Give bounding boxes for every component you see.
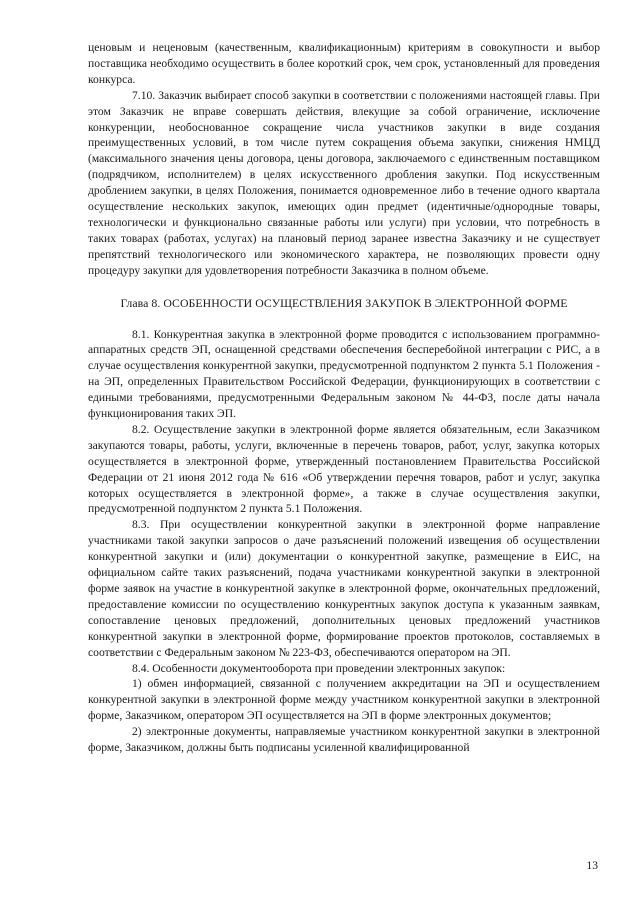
paragraph-8-4: 8.4. Особенности документооборота при проведении электронных закупок: xyxy=(132,661,506,675)
page-number: 13 xyxy=(586,859,598,872)
list-item-1: 1) обмен информацией, связанной с получением аккредитации на ЭП и осуществлением конкурентной закупки в электронной форме между участником конкурентной закупки в электронной форме, Заказчиком, оператором ЭП осуществляется на ЭП в форме электронных документов; xyxy=(88,677,600,723)
paragraph-8-1: 8.1. Конкурентная закупка в электронной форме проводится с использованием программно-аппаратных средств ЭП, оснащенной средствами обеспечения бесперебойной интеграции с РИС, а в случае осуществления конкурентной закупки, предусмотренной подпунктом 2 пункта 5.1 Положения - на ЭП, определенных Правительством Российской Федерации, функционирующих в соответствии с едиными требованиями, предусмотренными Федеральным законом № 44-ФЗ, после даты начала функционирования таких ЭП. xyxy=(88,327,600,421)
paragraph-8-3: 8.3. При осуществлении конкурентной закупки в электронной форме направление участниками такой закупки запросов о даче разъяснений положений извещения об осуществлении конкурентной закупки и (или) документации о конкурентной закупке, размещение в ЕИС, на официальном сайте таких разъяснений, подача участниками конкурентной закупки в электронной форме заявок на участие в конкурентной закупке в электронной форме, окончательных предложений, предоставление комиссии по осуществлению конкурентных закупок доступа к указанным заявкам, сопоставление ценовых предложений, дополнительных ценовых предложений участников конкурентной закупки в электронной форме, формирование проектов протоколов, составляемых в соответствии с Федеральным законом № 223-ФЗ, обеспечиваются оператором на ЭП. xyxy=(88,518,600,659)
list-item-2: 2) электронные документы, направляемые участником конкурентной закупки в электронной форме, Заказчиком, должны быть подписаны усиленной квалифицированной xyxy=(88,725,600,755)
paragraph-8-2: 8.2. Осуществление закупки в электронной форме является обязательным, если Заказчиком закупаются товары, работы, услуги, включенные в перечень товаров, работ, услуг, закупка которых осуществляется в электронной форме, утвержденный постановлением Правительства Российской Федерации от 21 июня 2012 года № 616 «Об утверждении перечня товаров, работ и услуг, закупка которых осуществляется в электронной форме», а также в случае осуществления закупки, предусмотренной подпунктом 2 пункта 5.1 Положения. xyxy=(88,422,600,516)
paragraph-continuation: ценовым и неценовым (качественным, квалификационным) критериям в совокупности и выбор поставщика необходимо осуществить в более короткий срок, чем срок, установленный для проведения конкурса. xyxy=(88,41,600,86)
chapter-heading: Глава 8. ОСОБЕННОСТИ ОСУЩЕСТВЛЕНИЯ ЗАКУПОК В ЭЛЕКТРОННОЙ ФОРМЕ xyxy=(120,295,568,310)
document-body xyxy=(88,40,600,756)
paragraph-7-10: 7.10. Заказчик выбирает способ закупки в соответствии с положениями настоящей главы. При этом Заказчик не вправе совершать действия, влекущие за собой ограничение, исключение конкуренции, необоснованное сокращение числа участников закупки в виде создания преимущественных условий, в том числе путем сокращения объема закупки, снижения НМЦД (максимального значения цены договора, цены договора, заключаемого с единственным поставщиком (подрядчиком, исполнителем) в целях искусственного дробления закупки. Под искусственным дроблением закупки, в целях Положения, понимается одновременное либо в течение одного квартала осуществление нескольких закупок, имеющих один предмет (идентичные/однородные товары, технологически и функционально связанные работы или услуги) при условии, что потребность в таких товарах (работах, услугах) на плановый период заранее известна Заказчику и не существует препятствий технологического или экономического характера, не позволяющих провести одну процедуру закупки для удовлетворения потребности Заказчика в полном объеме. xyxy=(88,88,600,277)
